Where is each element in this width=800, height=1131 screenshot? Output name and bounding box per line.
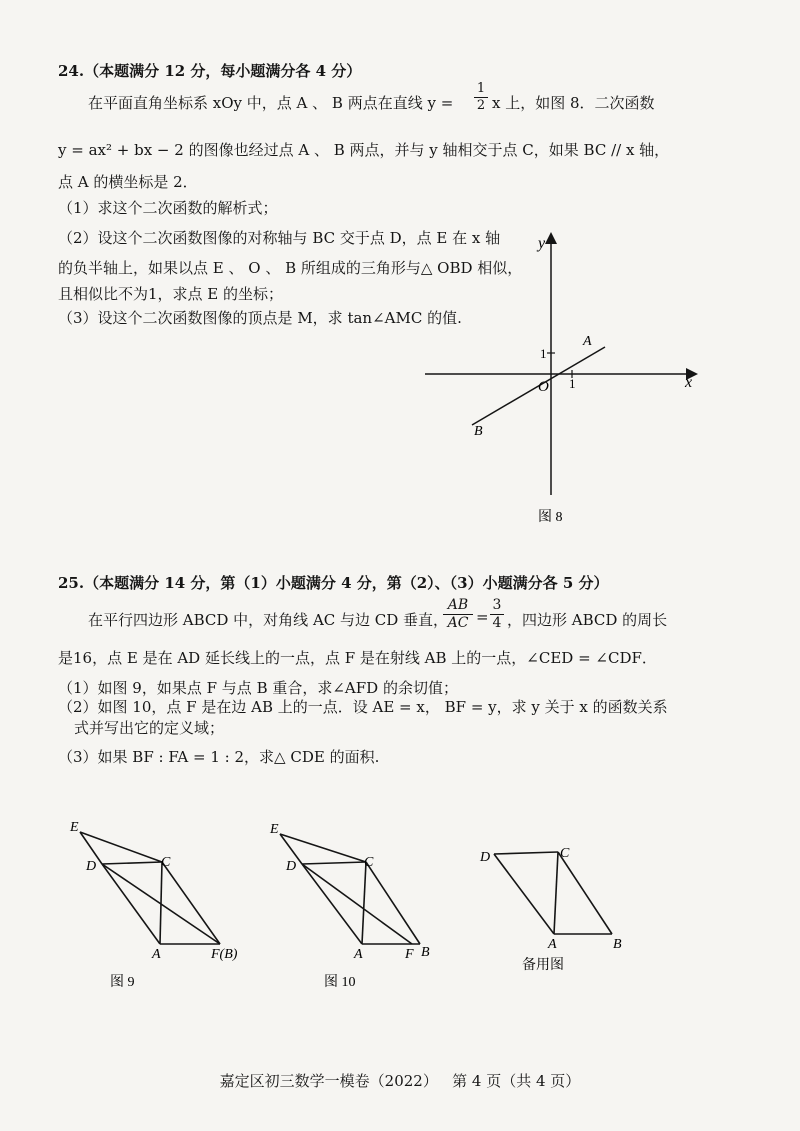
q25-line1a: 在平行四边形 ABCD 中，对角线 AC 与边 CD 垂直， [88,611,449,629]
figure-10-caption: 图 10 [324,975,356,990]
seg-ec [280,834,366,862]
point-a-label: A [583,334,592,349]
seg-dc [302,862,366,864]
q24-line1b: x 上，如图 8．二次函数 [492,94,655,112]
q25-line2: 是16，点 E 是在 AD 延长线上的一点，点 F 是在射线 AB 上的一点，∠CED = ∠CDF． [58,649,657,667]
figure-10 [262,812,462,997]
seg-da [302,864,362,944]
y-tick-label: 1 [540,346,547,361]
fig10-label-e: E [270,822,279,837]
q25-frac1 [443,597,473,631]
q25-eq: = [476,608,489,626]
point-b-label: B [474,424,483,439]
fig9-label-d: D [86,859,97,874]
origin-label: O [538,379,549,395]
seg-dc [494,852,558,854]
page-footer: 嘉定区初三数学一模卷（2022） 第 4 页（共 4 页） [219,1072,581,1090]
spare-label-c: C [560,846,570,861]
seg-cb [558,852,612,934]
seg-ca [362,862,366,944]
q24-line1a: 在平面直角坐标系 xOy 中，点 A 、 B 两点在直线 y = [88,94,454,112]
fig10-label-f: F [405,947,414,962]
fig10-label-c: C [364,855,374,870]
q24-sub2c: 且相似比不为1，求点 E 的坐标； [58,285,284,303]
spare-label-a: A [548,937,557,952]
seg-da [494,854,554,934]
spare-label-d: D [480,850,491,865]
q24-line2: y = ax² + bx − 2 的图像也经过点 A 、 B 两点，并与 y 轴相交于点 C，如果 BC // x 轴， [58,141,670,159]
figure-9-caption: 图 9 [110,975,135,990]
fig9-label-f: F(B) [211,947,238,962]
q25-frac1-den: AC [443,614,473,631]
spare-label-b: B [613,937,622,952]
y-axis-label: y [538,235,546,252]
q25-frac2-den: 4 [490,614,504,631]
seg-da [102,864,160,944]
q25-line1b: ，四边形 ABCD 的周长 [507,611,668,629]
seg-cb [366,862,420,944]
seg-cb [162,862,220,944]
fig9-label-c: C [161,855,171,870]
seg-df [302,864,412,944]
q24-sub2a: （2）设这个二次函数图像的对称轴与 BC 交于点 D，点 E 在 x 轴 [58,229,501,247]
q24-header: 24.（本题满分 12 分，每小题满分各 4 分） [58,62,362,80]
figure-8-caption: 图 8 [538,510,563,525]
fig9-label-e: E [70,820,79,835]
figure-spare-caption: 备用图 [522,958,564,973]
q24-frac-num: 1 [476,81,486,96]
q25-frac1-num: AB [447,597,469,613]
q25-sub3: （3）如果 BF : FA = 1 : 2，求△ CDE 的面积. [58,748,380,766]
q25-sub1: （1）如图 9，如果点 F 与点 B 重合，求∠AFD 的余切值； [58,679,458,697]
fig10-label-b: B [421,945,430,960]
q24-frac [474,81,488,113]
x-tick-label: 1 [569,376,576,391]
figure-9 [60,812,260,997]
q25-header: 25.（本题满分 14 分，第（1）小题满分 4 分，第（2）、（3）小题满分各 5 分） [58,574,609,592]
q24-sub1: （1）求这个二次函数的解析式； [58,199,278,217]
q24-line3: 点 A 的横坐标是 2． [58,173,198,191]
figure-spare [470,830,670,990]
fig10-label-d: D [286,859,297,874]
q24-sub3: （3）设这个二次函数图像的顶点是 M，求 tan∠AMC 的值. [58,309,462,327]
q25-frac2-num: 3 [492,597,502,613]
seg-ec [80,832,162,862]
seg-ca [554,852,558,934]
q25-frac2 [490,597,504,631]
q24-frac-den: 2 [474,97,488,113]
fig10-label-a: A [354,947,363,962]
x-axis-label: x [685,374,693,391]
q25-sub2a: （2）如图 10，点 F 是在边 AB 上的一点．设 AE = x， BF = y，求 y 关于 x 的函数关系 [58,698,668,716]
seg-dc [102,862,162,864]
q25-sub2b: 式并写出它的定义域； [74,719,225,737]
q24-sub2b: 的负半轴上，如果以点 E 、 O 、 B 所组成的三角形与△ OBD 相似， [58,259,523,277]
figure-8 [420,225,710,535]
fig9-label-a: A [152,947,161,962]
